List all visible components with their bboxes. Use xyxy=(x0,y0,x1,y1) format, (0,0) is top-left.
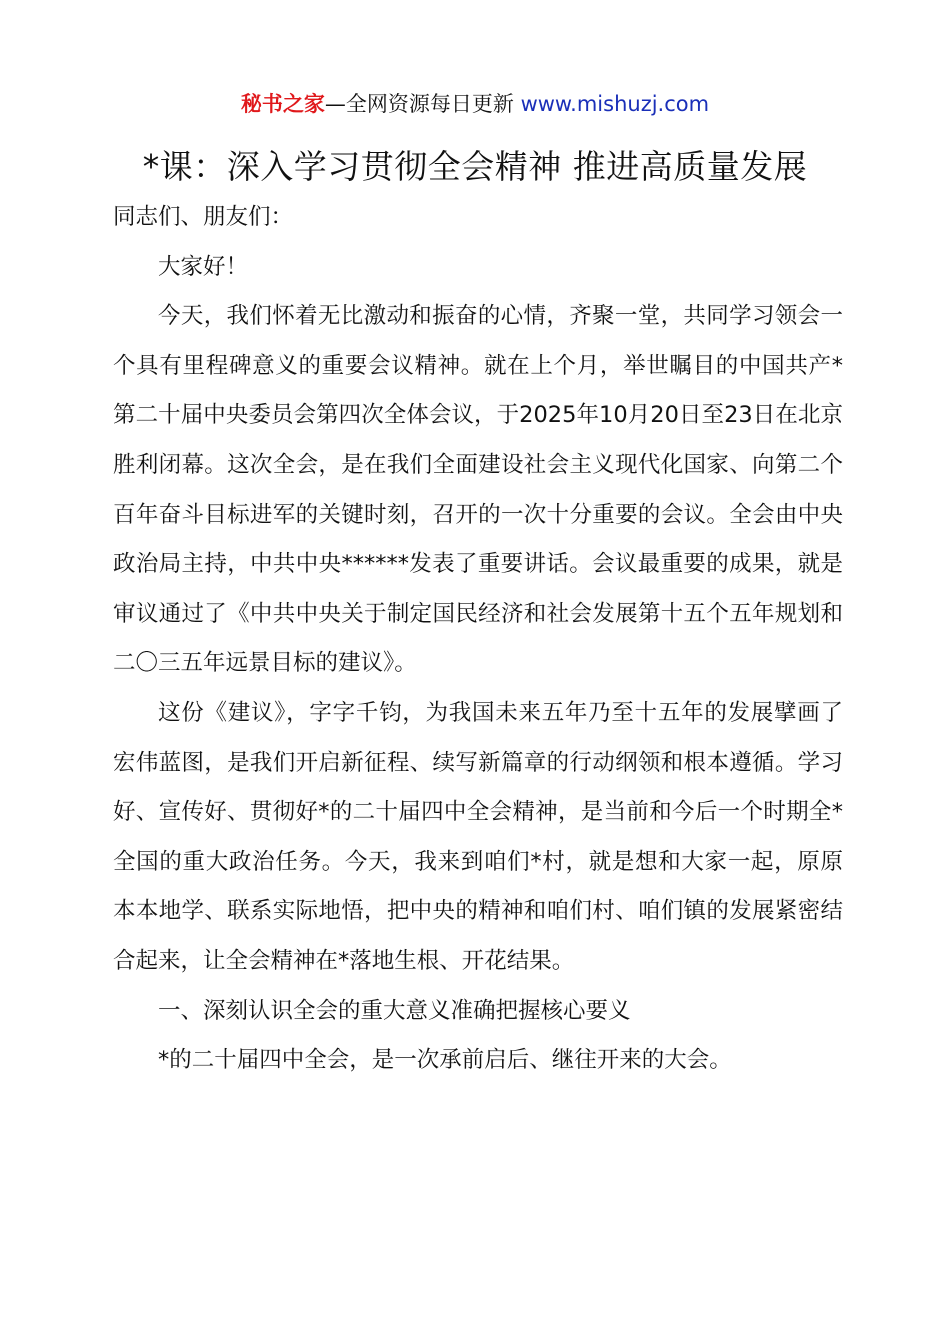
site-brand: 秘书之家 xyxy=(240,92,325,116)
paragraph-intro: 今天，我们怀着无比激动和振奋的心情，齐聚一堂，共同学习领会一个具有里程碑意义的重要会议精神。就在上个月，举世瞩目的中国共产*第二十届中央委员会第四次全体会议，于2025年10月20日至23日在北京胜利闭幕。这次全会，是在我们全面建设社会主义现代化国家、向第二个百年奋斗目标进军的关键时刻，召开的一次十分重要的会议。全会由中央政治局主持，中共中央******发表了重要讲话。会议最重要的成果，就是审议通过了《中共中央关于制定国民经济和社会发展第十五个五年规划和二〇三五年远景目标的建议》。 xyxy=(113,303,843,677)
site-url-link[interactable]: www.mishuzj.com xyxy=(520,92,710,116)
site-header xyxy=(0,88,950,120)
site-tagline: —全网资源每日更新 xyxy=(324,92,521,116)
paragraph-greeting: 大家好！ xyxy=(158,253,249,280)
section-heading-1: 一、深刻认识全会的重大意义准确把握核心要义 xyxy=(158,997,631,1024)
paragraph-proposal: 这份《建议》，字字千钧，为我国未来五年乃至十五年的发展擘画了宏伟蓝图，是我们开启新征程、续写新篇章的行动纲领和根本遵循。学习好、宣传好、贯彻好*的二十届四中全会精神，是当前和今后一个时期全*全国的重大政治任务。今天，我来到咱们*村，就是想和大家一起，原原本本地学、联系实际地悟，把中央的精神和咱们村、咱们镇的发展紧密结合起来，让全会精神在*落地生根、开花结果。 xyxy=(113,699,843,974)
document-title: *课：深入学习贯彻全会精神 推进高质量发展 xyxy=(142,147,808,186)
document-body xyxy=(113,193,843,1086)
salutation: 同志们、朋友们： xyxy=(113,204,294,230)
paragraph-section-1: *的二十届四中全会，是一次承前启后、继往开来的大会。 xyxy=(158,1047,732,1074)
